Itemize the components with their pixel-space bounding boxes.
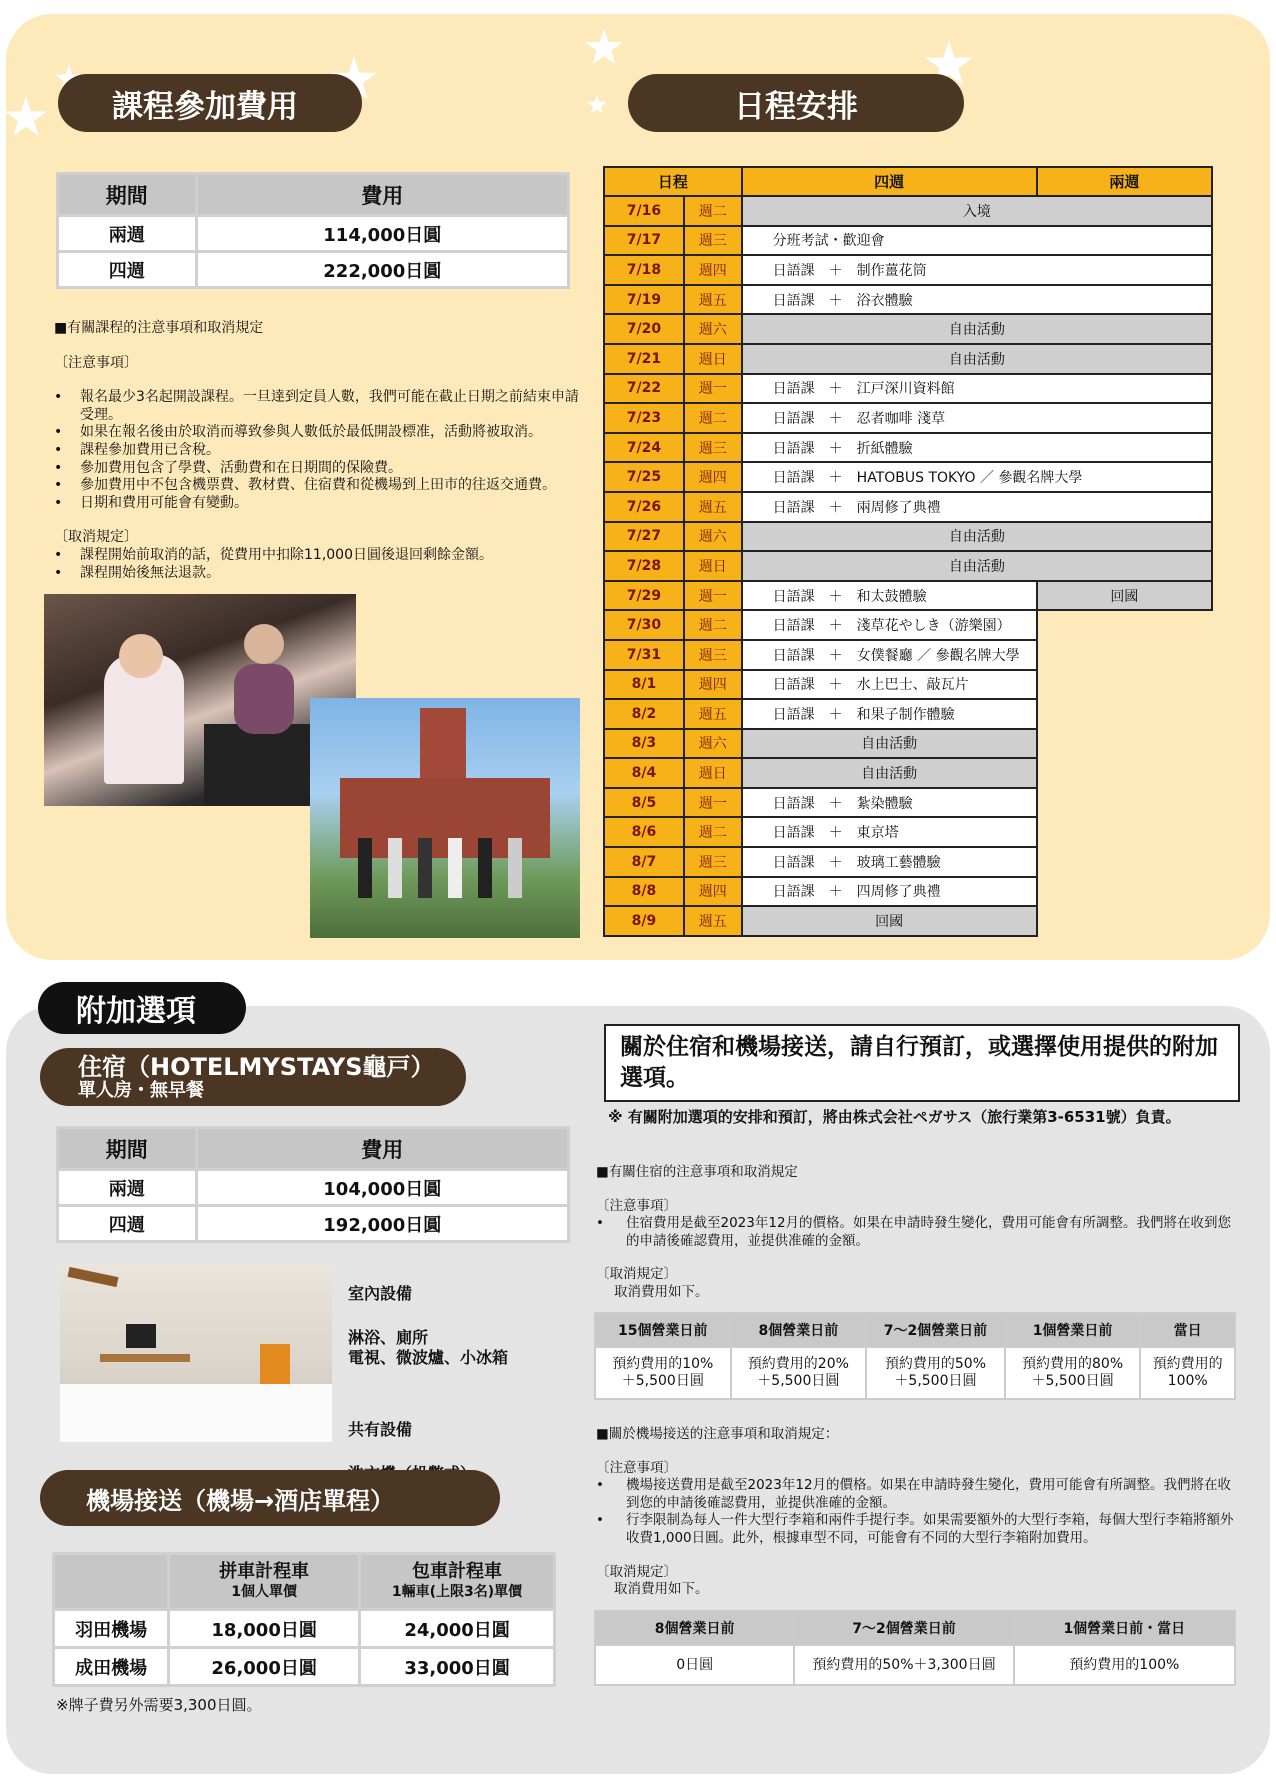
schedule-cell: 8/6 [604, 817, 684, 847]
schedule-cell: 週六 [684, 729, 742, 759]
schedule-cell: 7/21 [604, 344, 684, 374]
sched-head-date: 日程 [604, 167, 742, 196]
course-fee-title: 課程參加費用 [58, 74, 362, 132]
schedule-cell: 日語課 ＋ 和果子制作體驗 [742, 699, 1037, 729]
schedule-cell: 週三 [684, 847, 742, 877]
schedule-cell: 週三 [684, 640, 742, 670]
schedule-cell: 日語課 ＋ 四周修了典禮 [742, 877, 1037, 907]
cancel-intro: 取消費用如下。 [614, 1581, 709, 1598]
transfer-cell: 羽田機場 [54, 1610, 169, 1648]
hotel-head-period: 期間 [58, 1128, 197, 1170]
schedule-cell: 7/19 [604, 285, 684, 315]
schedule-cell: 8/4 [604, 758, 684, 788]
transfer-head-sub: 1個人單價 [231, 1583, 297, 1600]
schedule-row [604, 196, 1212, 226]
transfer-note: ※牌子費另外需要3,300日圓。 [56, 1696, 262, 1714]
notice-item: • 報名最少3名起開設課程。一旦達到定員人數，我們可能在截止日期之前結束申請受理。 [54, 389, 584, 424]
cancel-val: 預約費用的20% ＋5,500日圓 [731, 1347, 867, 1399]
schedule-cell: 週一 [684, 581, 742, 611]
booking-note: ※ 有關附加選項的安排和預訂，將由株式会社ペガサス（旅行業第3-6531號）負責。 [608, 1108, 1181, 1126]
schedule-cell: 自由活動 [742, 551, 1212, 581]
hotel-cancel-table [594, 1312, 1236, 1400]
course-notes [54, 320, 584, 582]
schedule-row [604, 403, 1212, 433]
schedule-row [604, 522, 1212, 552]
cancel-val: 預約費用的50%＋3,300日圓 [794, 1645, 1013, 1685]
schedule-cell: 週五 [684, 699, 742, 729]
schedule-cell: 入境 [742, 196, 1212, 226]
schedule-cell: 日語課 ＋ 東京塔 [742, 817, 1037, 847]
schedule-row [604, 758, 1212, 788]
schedule-cell: 週一 [684, 788, 742, 818]
schedule-cell: 7/26 [604, 492, 684, 522]
transfer-head-sub: 1輛車(上限3名)單價 [391, 1583, 523, 1600]
schedule-row [604, 581, 1212, 611]
schedule-cell: 日語課 ＋ 兩周修了典禮 [742, 492, 1212, 522]
cancel-head: 15個營業日前 [595, 1313, 731, 1347]
fee-head-price: 費用 [196, 174, 568, 216]
schedule-cell: 日語課 ＋ 水上巴士、敲瓦片 [742, 670, 1037, 700]
university-photo [310, 698, 580, 938]
schedule-row [604, 285, 1212, 315]
airport-notes [596, 1426, 1240, 1599]
schedule-cell: 週三 [684, 433, 742, 463]
hotel-notes-heading: ■有關住宿的注意事項和取消規定 [596, 1164, 798, 1180]
notice-label: 〔注意事項〕 [596, 1459, 677, 1476]
schedule-row [604, 255, 1212, 285]
schedule-row [604, 610, 1212, 640]
schedule-cell: 週日 [684, 551, 742, 581]
schedule-row [604, 492, 1212, 522]
transfer-head-main: 包車計程車 [412, 1560, 503, 1582]
schedule-cell: 回國 [742, 906, 1037, 936]
airport-cancel-table [594, 1610, 1236, 1686]
schedule-cell: 日語課 ＋ 制作薑花筒 [742, 255, 1212, 285]
schedule-cell: 7/27 [604, 522, 684, 552]
shared-label: 共有設備 [348, 1420, 413, 1439]
transfer-cell: 26,000日圓 [169, 1648, 360, 1686]
airport-notice-list [596, 1477, 1240, 1547]
hotel-fee-cell: 兩週 [58, 1170, 197, 1206]
hotel-fee-cell: 104,000日圓 [196, 1170, 568, 1206]
schedule-cell: 日語課 ＋ 玻璃工藝體驗 [742, 847, 1037, 877]
schedule-row [604, 462, 1212, 492]
hotel-fee-cell: 四週 [58, 1206, 197, 1242]
transfer-head-shared [169, 1554, 360, 1610]
schedule-cell: 7/22 [604, 374, 684, 404]
schedule-cell: 8/5 [604, 788, 684, 818]
hotel-head-price: 費用 [196, 1128, 568, 1170]
cancel-intro: 取消費用如下。 [614, 1283, 709, 1300]
schedule-cell: 7/20 [604, 314, 684, 344]
cancel-val: 預約費用的 100% [1140, 1347, 1235, 1399]
hotel-room-photo [60, 1264, 332, 1442]
schedule-row [604, 374, 1212, 404]
schedule-cell: 7/25 [604, 462, 684, 492]
cancel-val: 預約費用的80% ＋5,500日圓 [1005, 1347, 1141, 1399]
schedule-cell: 7/17 [604, 226, 684, 256]
schedule-cell [1037, 610, 1212, 640]
schedule-cell: 週五 [684, 492, 742, 522]
cancel-head: 1個營業日前・當日 [1014, 1611, 1235, 1645]
schedule-cell: 8/7 [604, 847, 684, 877]
options-title: 附加選項 [38, 982, 246, 1034]
sched-head-two: 兩週 [1037, 167, 1212, 196]
schedule-cell: 日語課 ＋ 淺草花やしき（游樂園） [742, 610, 1037, 640]
schedule-row [604, 344, 1212, 374]
fee-cell: 222,000日圓 [196, 252, 568, 288]
schedule-cell: 週六 [684, 522, 742, 552]
notice-item: • 參加費用中不包含機票費、教材費、住宿費和從機場到上田市的往返交通費。 [54, 477, 584, 495]
schedule-cell: 日語課 ＋ 女僕餐廳 ／ 參觀名牌大學 [742, 640, 1037, 670]
transfer-cell: 33,000日圓 [360, 1648, 555, 1686]
schedule-table [603, 166, 1213, 937]
schedule-cell [1037, 877, 1212, 907]
schedule-cell: 8/1 [604, 670, 684, 700]
booking-box: 關於住宿和機場接送，請自行預訂，或選擇使用提供的附加選項。 [604, 1024, 1240, 1102]
schedule-cell: 週一 [684, 374, 742, 404]
hotel-notes [596, 1164, 1236, 1302]
schedule-cell: 8/9 [604, 906, 684, 936]
schedule-cell: 自由活動 [742, 758, 1037, 788]
schedule-cell: 週四 [684, 877, 742, 907]
hotel-notice-list [596, 1215, 1236, 1250]
transfer-table [52, 1552, 556, 1687]
cancel-head: 8個營業日前 [595, 1611, 794, 1645]
transfer-cell: 成田機場 [54, 1648, 169, 1686]
schedule-row [604, 877, 1212, 907]
schedule-cell: 7/16 [604, 196, 684, 226]
cancel-val: 預約費用的100% [1014, 1645, 1235, 1685]
schedule-cell: 週二 [684, 817, 742, 847]
schedule-cell: 回國 [1037, 581, 1212, 611]
schedule-cell: 週四 [684, 670, 742, 700]
schedule-cell: 週二 [684, 403, 742, 433]
cancel-val: 預約費用的50% ＋5,500日圓 [866, 1347, 1005, 1399]
schedule-cell: 日語課 ＋ 和太鼓體驗 [742, 581, 1037, 611]
schedule-cell: 7/29 [604, 581, 684, 611]
schedule-row [604, 817, 1212, 847]
hotel-fee-cell: 192,000日圓 [196, 1206, 568, 1242]
hotel-notice-item: • 住宿費用是截至2023年12月的價格。如果在申請時發生變化，費用可能會有所調整。我們將在收到您的申請後確認費用，並提供准確的金額。 [596, 1215, 1236, 1250]
fee-cell: 四週 [58, 252, 197, 288]
cancel-label: 〔取消規定〕 [596, 1266, 677, 1283]
schedule-cell: 自由活動 [742, 729, 1037, 759]
hotel-facilities [348, 1264, 508, 1504]
schedule-cell: 8/2 [604, 699, 684, 729]
cancel-val: 0日圓 [595, 1645, 794, 1685]
schedule-cell [1037, 640, 1212, 670]
transfer-title: 機場接送（機場→酒店單程） [40, 1470, 500, 1526]
schedule-cell: 日語課 ＋ HATOBUS TOKYO ／ 參觀名牌大學 [742, 462, 1212, 492]
schedule-cell: 週日 [684, 344, 742, 374]
transfer-cell: 24,000日圓 [360, 1610, 555, 1648]
schedule-cell: 7/31 [604, 640, 684, 670]
cancel-head: 當日 [1140, 1313, 1235, 1347]
schedule-cell: 日語課 ＋ 紮染體驗 [742, 788, 1037, 818]
cancel-item: • 課程開始前取消的話，從費用中扣除11,000日圓後退回剩餘金額。 [54, 547, 584, 565]
cancel-label: 〔取消規定〕 [54, 529, 138, 546]
schedule-cell [1037, 729, 1212, 759]
schedule-cell [1037, 788, 1212, 818]
schedule-row [604, 847, 1212, 877]
cancel-label: 〔取消規定〕 [596, 1563, 677, 1580]
hotel-title-pill [40, 1048, 466, 1106]
schedule-cell: 7/23 [604, 403, 684, 433]
sched-head-four: 四週 [742, 167, 1037, 196]
notice-label: 〔注意事項〕 [596, 1197, 677, 1214]
schedule-cell: 8/3 [604, 729, 684, 759]
schedule-row [604, 551, 1212, 581]
schedule-cell: 7/28 [604, 551, 684, 581]
cancel-val: 預約費用的10% ＋5,500日圓 [595, 1347, 731, 1399]
schedule-cell: 自由活動 [742, 522, 1212, 552]
schedule-cell: 分班考試・歡迎會 [742, 226, 1212, 256]
cancel-list [54, 547, 584, 582]
airport-notes-heading: ■關於機場接送的注意事項和取消規定： [596, 1426, 839, 1442]
schedule-cell: 日語課 ＋ 浴衣體驗 [742, 285, 1212, 315]
schedule-cell [1037, 758, 1212, 788]
schedule-cell: 自由活動 [742, 344, 1212, 374]
notice-item: • 參加費用包含了學費、活動費和在日期間的保險費。 [54, 460, 584, 478]
schedule-cell: 週三 [684, 226, 742, 256]
schedule-cell: 日語課 ＋ 忍者咖啡 淺草 [742, 403, 1212, 433]
transfer-head-private [360, 1554, 555, 1610]
facility-label: 室內設備 [348, 1284, 413, 1303]
schedule-row [604, 314, 1212, 344]
schedule-row [604, 729, 1212, 759]
schedule-cell: 週日 [684, 758, 742, 788]
schedule-row [604, 226, 1212, 256]
notes-heading: ■有關課程的注意事項和取消規定 [54, 320, 264, 336]
course-fee-table [56, 172, 570, 289]
schedule-row [604, 640, 1212, 670]
schedule-cell: 週四 [684, 255, 742, 285]
cancel-head: 7～2個營業日前 [866, 1313, 1005, 1347]
notice-list [54, 389, 584, 512]
airport-notice-item: • 行李限制為每人一件大型行李箱和兩件手提行李。如果需要額外的大型行李箱，每個大型行李箱將額外收費1,000日圓。此外，根據車型不同，可能會有不同的大型行李箱附加費用。 [596, 1512, 1240, 1547]
schedule-cell: 日語課 ＋ 折紙體驗 [742, 433, 1212, 463]
schedule-cell [1037, 699, 1212, 729]
hotel-title: 住宿（HOTELMYSTAYS龜戸） [78, 1053, 435, 1081]
facility-text: 淋浴、廁所 電視、微波爐、小冰箱 [348, 1328, 509, 1367]
schedule-cell: 週五 [684, 285, 742, 315]
notice-item: • 日期和費用可能會有變動。 [54, 495, 584, 513]
schedule-row [604, 906, 1212, 936]
schedule-cell: 日語課 ＋ 江戸深川資料館 [742, 374, 1212, 404]
schedule-cell [1037, 906, 1212, 936]
hotel-subtitle: 單人房・無早餐 [78, 1080, 204, 1101]
fee-head-period: 期間 [58, 174, 197, 216]
schedule-cell [1037, 817, 1212, 847]
schedule-title: 日程安排 [628, 74, 964, 132]
cancel-head: 7～2個營業日前 [794, 1611, 1013, 1645]
schedule-cell: 7/18 [604, 255, 684, 285]
fee-cell: 兩週 [58, 216, 197, 252]
hotel-fee-table [56, 1126, 570, 1243]
cancel-head: 8個營業日前 [731, 1313, 867, 1347]
schedule-cell [1037, 670, 1212, 700]
schedule-cell: 7/30 [604, 610, 684, 640]
schedule-cell: 週四 [684, 462, 742, 492]
schedule-cell: 自由活動 [742, 314, 1212, 344]
schedule-cell: 8/8 [604, 877, 684, 907]
transfer-head-main: 拼車計程車 [219, 1560, 310, 1582]
transfer-cell: 18,000日圓 [169, 1610, 360, 1648]
schedule-row [604, 699, 1212, 729]
schedule-cell: 週二 [684, 196, 742, 226]
notice-item: • 課程參加費用已含稅。 [54, 442, 584, 460]
schedule-row [604, 788, 1212, 818]
fee-cell: 114,000日圓 [196, 216, 568, 252]
transfer-head-blank [54, 1554, 169, 1610]
airport-notice-item: • 機場接送費用是截至2023年12月的價格。如果在申請時發生變化，費用可能會有所調整。我們將在收到您的申請後確認費用，並提供准確的金額。 [596, 1477, 1240, 1512]
schedule-row [604, 670, 1212, 700]
schedule-cell: 週五 [684, 906, 742, 936]
schedule-cell: 週六 [684, 314, 742, 344]
schedule-row [604, 433, 1212, 463]
cancel-item: • 課程開始後無法退款。 [54, 565, 584, 583]
cancel-head: 1個營業日前 [1005, 1313, 1141, 1347]
notice-item: • 如果在報名後由於取消而導致參與人數低於最低開設標准，活動將被取消。 [54, 424, 584, 442]
schedule-cell: 7/24 [604, 433, 684, 463]
notice-label: 〔注意事項〕 [54, 354, 138, 371]
schedule-cell [1037, 847, 1212, 877]
schedule-cell: 週二 [684, 610, 742, 640]
